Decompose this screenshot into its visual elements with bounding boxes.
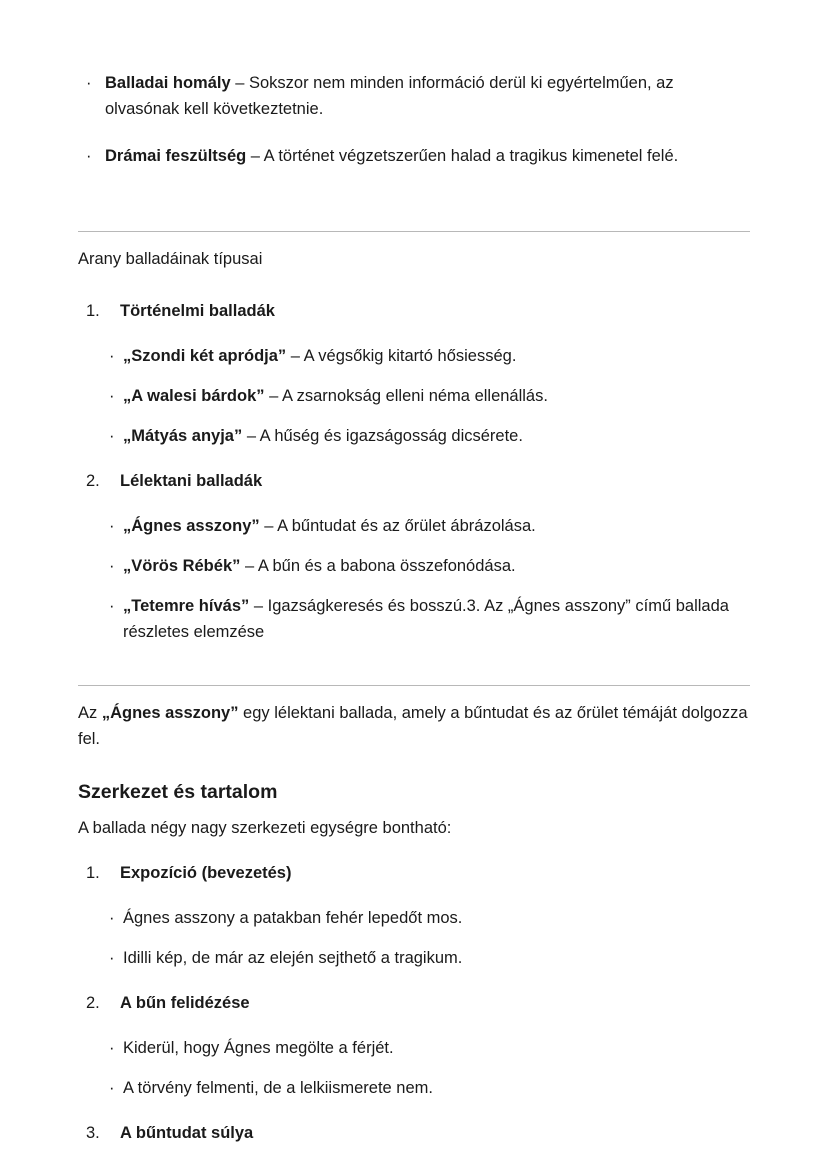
spacer (78, 324, 750, 343)
bullet-icon: · (86, 74, 92, 92)
bullet-dash: – (246, 147, 264, 165)
structure-label: A bűn felidézése (120, 994, 250, 1012)
bullet-icon: · (109, 427, 115, 445)
spacer (78, 971, 750, 990)
list-marker: 1. (86, 302, 100, 320)
list-item (78, 1075, 750, 1101)
list-item (78, 1035, 750, 1061)
ballad-types-group-2 (78, 468, 750, 494)
list-marker: 3. (86, 1124, 100, 1142)
spacer (78, 272, 750, 298)
bullet-term: „Mátyás anyja” (123, 427, 243, 445)
bullet-icon: · (109, 1079, 115, 1097)
bullet-dash: – (242, 427, 260, 445)
list-item (78, 905, 750, 931)
group-label: Lélektani balladák (120, 472, 263, 490)
ordered-list-item (78, 990, 750, 1016)
page-title: Szerkezet és tartalom (78, 781, 278, 803)
bullet-icon: · (109, 347, 115, 365)
ordered-list-item (78, 860, 750, 886)
list-marker: 1. (86, 864, 100, 882)
list-item (78, 593, 750, 645)
spacer (78, 752, 750, 778)
list-item (78, 143, 750, 169)
bullet-text: Ágnes asszony a patakban fehér lepedőt mos. (123, 909, 463, 927)
bullet-dash: – (249, 597, 268, 615)
list-item (78, 945, 750, 971)
structure-item-3 (78, 1120, 750, 1146)
structure-item-1 (78, 860, 750, 886)
spacer (78, 886, 750, 905)
spacer (78, 841, 750, 860)
bullet-icon: · (86, 147, 92, 165)
bullet-dash: – (240, 557, 258, 575)
bullet-description: Sokszor nem minden információ derül ki egyértelműen, az olvasónak kell következtetnie. (105, 74, 674, 118)
group-label: Történelmi balladák (120, 302, 275, 320)
bullet-text: A törvény felmenti, de a lelkiismerete nem. (123, 1079, 433, 1097)
lead-prefix: Az (78, 704, 102, 722)
spacer (78, 169, 750, 231)
spacer (78, 1016, 750, 1035)
lead-title: „Ágnes asszony” (101, 704, 239, 722)
ballad-types-group-1 (78, 298, 750, 324)
bullet-icon: · (109, 1039, 115, 1057)
bullet-term: „A walesi bárdok” (123, 387, 265, 405)
bullet-icon: · (109, 557, 115, 575)
bullet-dash: – (259, 517, 278, 535)
spacer (78, 686, 750, 700)
spacer (78, 1101, 750, 1120)
bullet-description: A bűntudat és az őrület ábrázolása. (277, 517, 536, 535)
analysis-subheading: A ballada négy nagy szerkezeti egységre bontható: (78, 819, 452, 837)
bullet-text: Kiderül, hogy Ágnes megölte a férjét. (123, 1039, 394, 1057)
structure-label: Expozíció (bevezetés) (120, 864, 292, 882)
analysis-lead-paragraph (78, 700, 750, 752)
spacer (78, 449, 750, 468)
bullet-term: „Tetemre hívás” (123, 597, 250, 615)
list-marker: 2. (86, 472, 100, 490)
list-item (78, 553, 750, 579)
bullet-term: „Ágnes asszony” (123, 517, 260, 535)
bullet-description: A végsőkig kitartó hősiesség. (303, 347, 517, 365)
bullet-dash: – (230, 74, 249, 92)
spacer (78, 494, 750, 513)
bullet-icon: · (109, 387, 115, 405)
ordered-list-item (78, 1120, 750, 1146)
list-item (78, 423, 750, 449)
ordered-list-item (78, 468, 750, 494)
spacer (78, 806, 750, 815)
ballad-types-group-1-items (78, 343, 750, 449)
structure-label: A bűntudat súlya (120, 1124, 254, 1142)
lead-rest: egy lélektani ballada, amely a bűntudat és az őrület témáját dolgozza fel. (78, 704, 748, 748)
intro-bullet-list (78, 70, 750, 169)
bullet-description: A hűség és igazságosság dicsérete. (259, 427, 523, 445)
bullet-description: A történet végzetszerűen halad a tragikus kimenetel felé. (263, 147, 679, 165)
bullet-term: Balladai homály (105, 74, 231, 92)
structure-item-2-details (78, 1035, 750, 1101)
section-title-ballad-types: Arany balladáinak típusai (78, 250, 263, 268)
bullet-text: Idilli kép, de már az elején sejthető a tragikum. (123, 949, 463, 967)
ordered-list-item (78, 298, 750, 324)
bullet-dash: – (286, 347, 304, 365)
spacer (78, 232, 750, 246)
structure-item-2 (78, 990, 750, 1016)
bullet-icon: · (109, 597, 115, 615)
ballad-types-group-2-items (78, 513, 750, 645)
list-item (78, 383, 750, 409)
bullet-term: Drámai feszültség (105, 147, 247, 165)
bullet-term: „Vörös Rébék” (123, 557, 241, 575)
bullet-description: Igazságkeresés és bosszú.3. Az „Ágnes asszony” című ballada részletes elemzése (123, 597, 729, 641)
bullet-dash: – (264, 387, 282, 405)
list-item (78, 343, 750, 369)
bullet-icon: · (109, 909, 115, 927)
list-marker: 2. (86, 994, 100, 1012)
bullet-icon: · (109, 949, 115, 967)
list-item (78, 513, 750, 539)
list-item (78, 70, 750, 122)
bullet-term: „Szondi két apródja” (123, 347, 287, 365)
structure-item-1-details (78, 905, 750, 971)
bullet-description: A zsarnokság elleni néma ellenállás. (281, 387, 548, 405)
spacer (78, 645, 750, 685)
bullet-description: A bűn és a babona összefonódása. (257, 557, 516, 575)
bullet-icon: · (109, 517, 115, 535)
